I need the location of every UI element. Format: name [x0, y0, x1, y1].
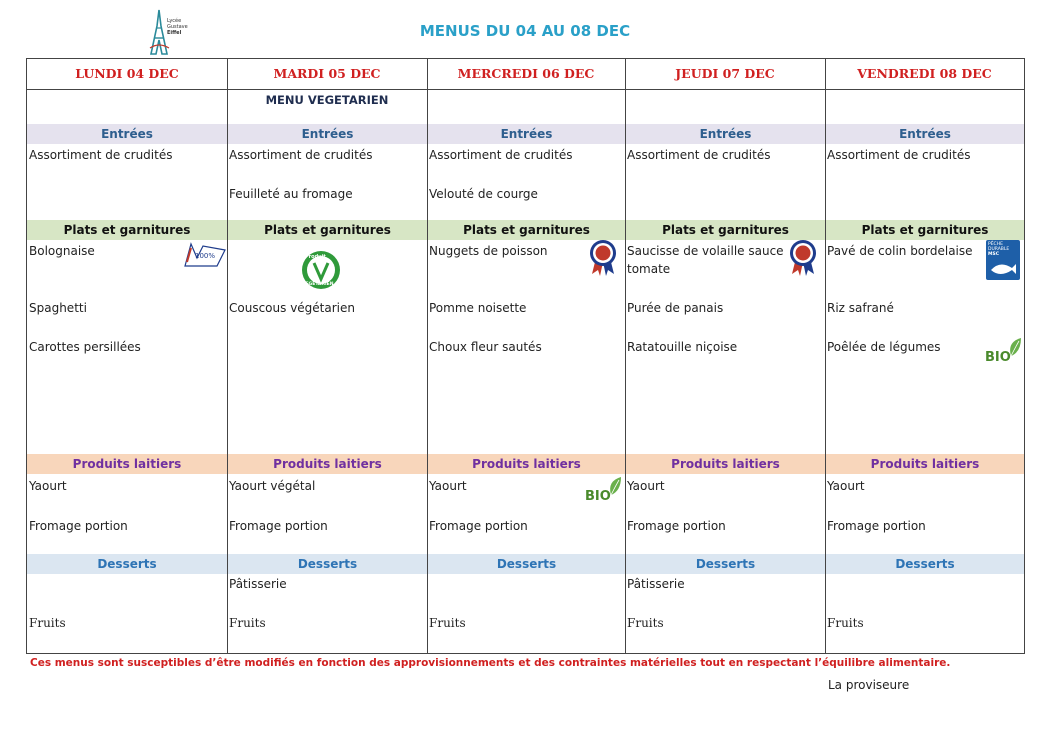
- section-laitiers-thursday: Produits laitiers: [626, 454, 825, 474]
- section-desserts-tuesday: Desserts: [228, 554, 427, 574]
- section-plats-wednesday: Plats et garnitures: [428, 220, 625, 240]
- section-laitiers-monday: Produits laitiers: [27, 454, 227, 474]
- entree-item: Assortiment de crudités: [29, 148, 173, 162]
- section-desserts-friday: Desserts: [826, 554, 1024, 574]
- dessert-item: Fruits: [229, 616, 266, 630]
- section-laitiers-tuesday: Produits laitiers: [228, 454, 427, 474]
- dessert-item: Fruits: [627, 616, 664, 630]
- entree-item: Assortiment de crudités: [429, 148, 573, 162]
- plat-item: Carottes persillées: [29, 340, 141, 354]
- section-plats-friday: Plats et garnitures: [826, 220, 1024, 240]
- laitier-item: Fromage portion: [627, 519, 726, 533]
- svg-text:100%: 100%: [194, 252, 216, 260]
- laitier-item: Yaourt: [429, 479, 467, 493]
- laitier-item: Fromage portion: [29, 519, 128, 533]
- msc-peche-durable-icon: [986, 240, 1020, 280]
- section-entrees-thursday: Entrées: [626, 124, 825, 144]
- laitier-item: Fromage portion: [827, 519, 926, 533]
- plat-item: Pomme noisette: [429, 301, 527, 315]
- section-entrees-wednesday: Entrées: [428, 124, 625, 144]
- dessert-item: Fruits: [827, 616, 864, 630]
- section-plats-thursday: Plats et garnitures: [626, 220, 825, 240]
- section-entrees-monday: Entrées: [27, 124, 227, 144]
- logo-line-3: Eiffel: [167, 30, 182, 36]
- entree-item: Feuilleté au fromage: [229, 187, 353, 201]
- rosette-award-icon: [788, 238, 818, 280]
- plat-item: Purée de panais: [627, 301, 724, 315]
- produit-vegetarien-icon: [298, 249, 344, 295]
- rosette-award-icon: [588, 238, 618, 280]
- day-header-friday: VENDREDI 08 DEC: [825, 58, 1024, 90]
- day-header-monday: LUNDI 04 DEC: [27, 58, 227, 90]
- entree-item: Assortiment de crudités: [827, 148, 971, 162]
- section-desserts-thursday: Desserts: [626, 554, 825, 574]
- section-desserts-wednesday: Desserts: [428, 554, 625, 574]
- section-plats-monday: Plats et garnitures: [27, 220, 227, 240]
- plat-item: Pavé de colin bordelaise: [827, 244, 973, 258]
- plat-item: Spaghetti: [29, 301, 87, 315]
- entree-item: Velouté de courge: [429, 187, 538, 201]
- laitier-item: Fromage portion: [429, 519, 528, 533]
- plat-item: Saucisse de volaille sauce tomate: [627, 244, 784, 276]
- logo-line-2: Gustave: [167, 24, 188, 30]
- disclaimer-notice: Ces menus sont susceptibles d’être modifiés en fonction des approvisionnements et des contraintes matérielles tout en respectant l’équilibre alimentaire.: [30, 657, 951, 669]
- plat-item: Couscous végétarien: [229, 301, 355, 315]
- bio-label-text: BIO: [985, 350, 1011, 365]
- viande-francaise-icon: [183, 240, 227, 274]
- signature: La proviseure: [828, 678, 910, 692]
- plat-item: Ratatouille niçoise: [627, 340, 738, 354]
- msc-line-2: DURABLE: [988, 247, 1010, 252]
- section-plats-tuesday: Plats et garnitures: [228, 220, 427, 240]
- entree-item: Assortiment de crudités: [229, 148, 373, 162]
- page-title: MENUS DU 04 AU 08 DEC: [419, 22, 631, 40]
- dessert-item: Fruits: [429, 616, 466, 630]
- day-header-thursday: JEUDI 07 DEC: [625, 58, 825, 90]
- bio-label-text: BIO: [585, 489, 611, 504]
- entree-item: Assortiment de crudités: [627, 148, 771, 162]
- section-laitiers-friday: Produits laitiers: [826, 454, 1024, 474]
- vegetarien-badge-top: Produit: [305, 254, 326, 260]
- msc-line-3: MSC: [988, 252, 1000, 257]
- dessert-item: Pâtisserie: [229, 577, 287, 591]
- bio-label-icon: [585, 475, 623, 511]
- laitier-item: Yaourt végétal: [229, 479, 316, 493]
- logo-line-1: Lycée: [167, 18, 182, 24]
- day-header-tuesday: MARDI 05 DEC: [227, 58, 427, 90]
- vegetarien-badge-bottom: VEGETARIEN: [302, 282, 334, 287]
- laitier-item: Yaourt: [29, 479, 67, 493]
- section-entrees-tuesday: Entrées: [228, 124, 427, 144]
- plat-item: Bolognaise: [29, 244, 95, 258]
- dessert-item: Pâtisserie: [627, 577, 685, 591]
- bio-label-icon: [985, 336, 1023, 372]
- school-logo: [145, 8, 205, 58]
- vegetarian-menu-label: MENU VEGETARIEN: [265, 93, 389, 107]
- day-header-wednesday: MERCREDI 06 DEC: [427, 58, 625, 90]
- laitier-item: Fromage portion: [229, 519, 328, 533]
- section-desserts-monday: Desserts: [27, 554, 227, 574]
- msc-line-1: PÊCHE: [988, 242, 1003, 247]
- section-laitiers-wednesday: Produits laitiers: [428, 454, 625, 474]
- section-entrees-friday: Entrées: [826, 124, 1024, 144]
- plat-item: Riz safrané: [827, 301, 894, 315]
- plat-item: Choux fleur sautés: [429, 340, 542, 354]
- plat-item: Nuggets de poisson: [429, 244, 548, 258]
- laitier-item: Yaourt: [627, 479, 665, 493]
- dessert-item: Fruits: [29, 616, 66, 630]
- plat-item: Poêlée de légumes: [827, 340, 941, 354]
- laitier-item: Yaourt: [827, 479, 865, 493]
